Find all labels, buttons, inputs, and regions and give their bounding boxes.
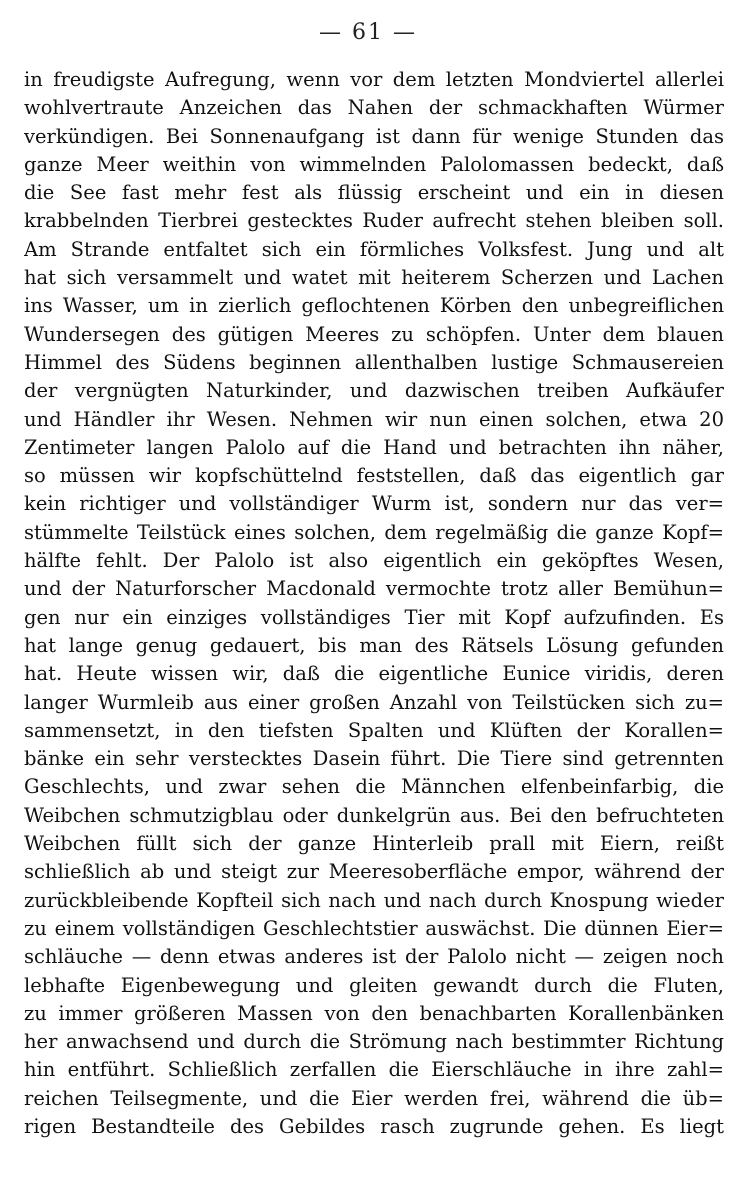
text-line: ins Wasser, um in zierlich geflochtenen Körben den unbegreiflichen xyxy=(24,294,724,318)
text-line: hälfte fehlt. Der Palolo ist also eigentlich ein geköpftes Wesen, xyxy=(24,549,724,573)
text-line: hat lange genug gedauert, bis man des Rätsels Lösung gefunden xyxy=(24,633,724,657)
text-line: der vergnügten Naturkinder, und dazwischen treiben Aufkäufer xyxy=(24,379,724,403)
text-line: die See fast mehr fest als flüssig erscheint und ein in diesen xyxy=(24,181,724,205)
text-line: Am Strande entfaltet sich ein förmliches Volksfest. Jung und alt xyxy=(24,237,724,261)
text-line: Wundersegen des gütigen Meeres zu schöpfen. Unter dem blauen xyxy=(24,322,724,346)
text-line: rigen Bestandteile des Gebildes rasch zugrunde gehen. Es liegt xyxy=(24,1114,724,1138)
text-line: reichen Teilsegmente, und die Eier werden frei, während die üb= xyxy=(24,1086,724,1110)
text-line: so müssen wir kopfschüttelnd feststellen, daß das eigentlich gar xyxy=(24,464,724,488)
text-line: schläuche — denn etwas anderes ist der Palolo nicht — zeigen noch xyxy=(24,945,724,969)
body-text xyxy=(24,66,724,1141)
text-line: zu einem vollständigen Geschlechtstier auswächst. Die dünnen Eier= xyxy=(24,916,724,940)
text-line: stümmelte Teilstück eines solchen, dem regelmäßig die ganze Kopf= xyxy=(24,520,724,544)
text-line: gen nur ein einziges vollständiges Tier mit Kopf aufzufinden. Es xyxy=(24,605,724,629)
text-line: schließlich ab und steigt zur Meeresoberfläche empor, während der xyxy=(24,860,724,884)
text-line: kein richtiger und vollständiger Wurm ist, sondern nur das ver= xyxy=(24,492,724,516)
text-line: Weibchen schmutzigblau oder dunkelgrün aus. Bei den befruchteten xyxy=(24,803,724,827)
text-line: und Händler ihr Wesen. Nehmen wir nun einen solchen, etwa 20 xyxy=(24,407,724,431)
text-line: hat sich versammelt und watet mit heiterem Scherzen und Lachen xyxy=(24,266,724,290)
text-line: Geschlechts, und zwar sehen die Männchen elfenbeinfarbig, die xyxy=(24,775,724,799)
text-line: Zentimeter langen Palolo auf die Hand und betrachten ihn näher, xyxy=(24,435,724,459)
text-line: zu immer größeren Massen von den benachbarten Korallenbänken xyxy=(24,1001,724,1025)
text-line: Himmel des Südens beginnen allenthalben lustige Schmausereien xyxy=(24,350,724,374)
text-line: bänke ein sehr verstecktes Dasein führt. Die Tiere sind getrennten xyxy=(24,747,724,771)
text-line: hin entführt. Schließlich zerfallen die Eierschläuche in ihre zahl= xyxy=(24,1058,724,1082)
text-line: lebhafte Eigenbewegung und gleiten gewandt durch die Fluten, xyxy=(24,973,724,997)
text-line: wohlvertraute Anzeichen das Nahen der schmackhaften Würmer xyxy=(24,96,724,120)
text-line: sammensetzt, in den tiefsten Spalten und Klüften der Korallen= xyxy=(24,718,724,742)
text-line: her anwachsend und durch die Strömung nach bestimmter Richtung xyxy=(24,1030,724,1054)
text-line: hat. Heute wissen wir, daß die eigentliche Eunice viridis, deren xyxy=(24,662,724,686)
text-line: langer Wurmleib aus einer großen Anzahl von Teilstücken sich zu= xyxy=(24,690,724,714)
text-line: verkündigen. Bei Sonnenaufgang ist dann für wenige Stunden das xyxy=(24,124,724,148)
page-number: — 61 — xyxy=(319,20,417,45)
text-line: krabbelnden Tierbrei gestecktes Ruder aufrecht stehen bleiben soll. xyxy=(24,209,724,233)
text-line: und der Naturforscher Macdonald vermochte trotz aller Bemühun= xyxy=(24,577,724,601)
text-line: ganze Meer weithin von wimmelnden Palolomassen bedeckt, daß xyxy=(24,152,724,176)
text-line: zurückbleibende Kopfteil sich nach und nach durch Knospung wieder xyxy=(24,888,724,912)
text-line: in freudigste Aufregung, wenn vor dem letzten Mondviertel allerlei xyxy=(24,68,724,91)
text-line: Weibchen füllt sich der ganze Hinterleib prall mit Eiern, reißt xyxy=(24,832,724,856)
